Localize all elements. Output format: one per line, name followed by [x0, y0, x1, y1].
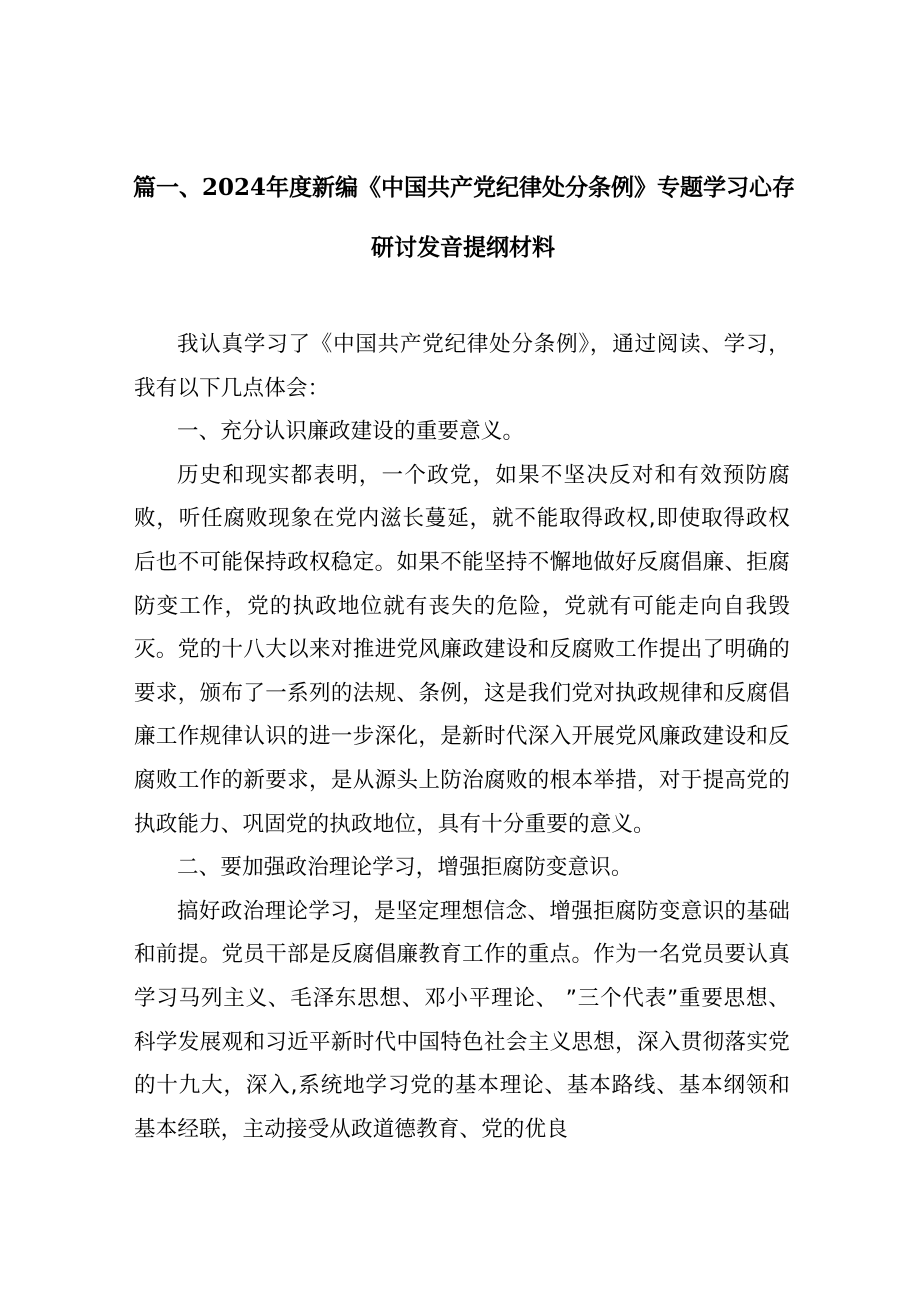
document-title	[133, 158, 796, 278]
title-line-1: 篇一、2024年度新编《中国共产党纪律处分条例》专题学习心存	[133, 174, 796, 201]
paragraph-intro: 我认真学习了《中国共产党纪律处分条例》，通过阅读、学习，我有以下几点体会：	[134, 332, 790, 401]
section-heading-1: 一、充分认识廉政建设的重要意义。	[177, 419, 525, 445]
section-heading-2: 二、要加强政治理论学习，增强拒腐防变意识。	[177, 855, 633, 881]
paragraph-section-2: 搞好政治理论学习，是坚定理想信念、增强拒腐防变意识的基础和前提。党员干部是反腐倡廉教育工作的重点。作为一名党员要认真学习马列主义、毛泽东思想、邓小平理论、 ”三个代表”重要思想、科学发展观和习近平新时代中国特色社会主义思想，深入贯彻落实党的十九大，深入,系统地学习党的基本理论、基本路线、基本纲领和基本经联，主动接受从政道德教育、党的优良	[134, 898, 790, 1142]
paragraph-section-1: 历史和现实都表明，一个政党，如果不坚决反对和有效预防腐败，听任腐败现象在党内滋长蔓延，就不能取得政权,即使取得政权后也不可能保持政权稳定。如果不能坚持不懈地做好反腐倡廉、拒腐防变工作，党的执政地位就有丧失的危险，党就有可能走向自我毁灭。党的十八大以来对推进党风廉政建设和反腐败工作提出了明确的要求，颁布了一系列的法规、条例，这是我们党对执政规律和反腐倡廉工作规律认识的进一步深化，是新时代深入开展党风廉政建设和反腐败工作的新要求，是从源头上防治腐败的根本举措，对于提高党的执政能力、巩固党的执政地位，具有十分重要的意义。	[134, 462, 790, 837]
title-line-2: 研讨发音提纲材料	[371, 234, 555, 261]
document-body	[134, 323, 790, 1151]
